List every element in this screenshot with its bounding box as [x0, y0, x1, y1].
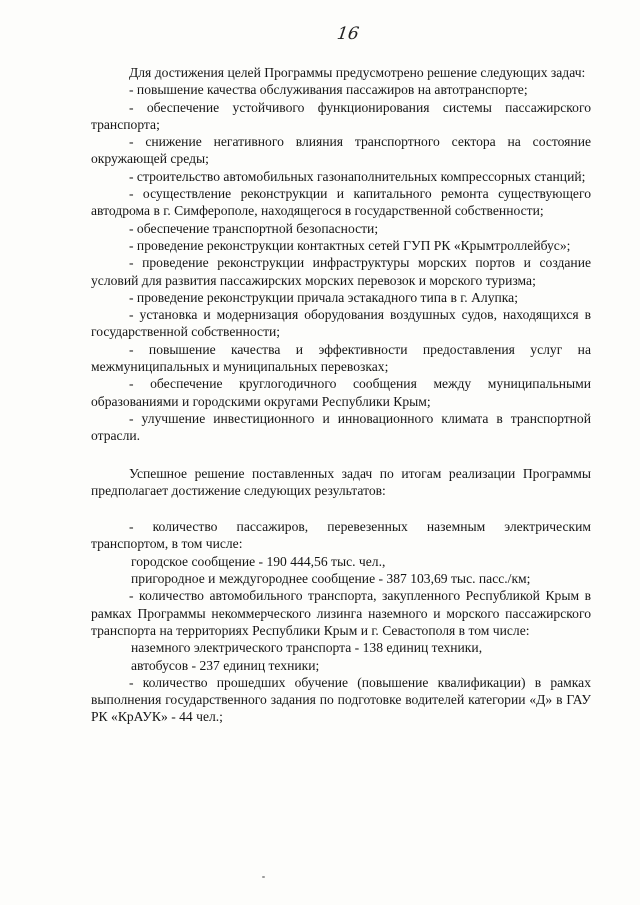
document-body: [91, 64, 591, 726]
task-item: - обеспечение устойчивого функционирования системы пассажирского транспорта;: [91, 99, 591, 132]
task-item: - улучшение инвестиционного и инновационного климата в транспортной отрасли.: [91, 410, 591, 444]
result-suburban-transport: пригородное и междугороднее сообщение - 387 103,69 тыс. пасс./км;: [131, 571, 531, 587]
result-electric-vehicles: наземного электрического транспорта - 138 единиц техники,: [131, 640, 483, 656]
result-vehicles: - количество автомобильного транспорта, закупленного Республикой Крым в рамках Программы некоммерческого лизинга наземного и морского пассажирского транспорта на территориях Республики Крым и г. Севастополя в том числе:: [91, 588, 591, 638]
result-city-transport: городское сообщение - 190 444,56 тыс. чел.,: [131, 553, 386, 569]
task-item: - проведение реконструкции контактных сетей ГУП РК «Крымтроллейбус»;: [129, 237, 571, 253]
tasks-list: [91, 81, 591, 444]
scan-speck: [262, 876, 265, 878]
task-item: - строительство автомобильных газонаполнительных компрессорных станций;: [129, 168, 586, 184]
task-item: - осуществление реконструкции и капитального ремонта существующего автодрома в г. Симферополе, находящегося в государственной собственности;: [91, 186, 591, 219]
task-item: - проведение реконструкции инфраструктуры морских портов и создание условий для развития пассажирских морских перевозок и морского туризма;: [91, 255, 591, 288]
result-buses: автобусов - 237 единиц техники;: [131, 657, 320, 673]
task-item: - повышение качества обслуживания пассажиров на автотранспорте;: [129, 82, 528, 98]
result-driver-training: - количество прошедших обучение (повышение квалификации) в рамках выполнения государственного задания по подготовке водителей категории «Д» в ГАУ РК «КрАУК» - 44 чел.;: [91, 674, 591, 725]
paragraph-gap: [91, 499, 591, 518]
result-passengers: - количество пассажиров, перевезенных наземным электрическим транспортом, в том числе:: [91, 519, 591, 552]
task-item: - проведение реконструкции причала эстакадного типа в г. Алупка;: [129, 289, 518, 305]
tasks-intro-paragraph: Для достижения целей Программы предусмотрено решение следующих задач:: [129, 65, 586, 80]
task-item: - обеспечение круглогодичного сообщения между муниципальными образованиями и городскими округами Республики Крым;: [91, 376, 591, 409]
results-intro-paragraph: Успешное решение поставленных задач по итогам реализации Программы предполагает достижение следующих результатов:: [91, 465, 591, 498]
task-item: - установка и модернизация оборудования воздушных судов, находящихся в государственной собственности;: [91, 307, 591, 340]
page-number: 16: [335, 24, 361, 44]
results-list: [91, 518, 591, 726]
task-item: - снижение негативного влияния транспортного сектора на состояние окружающей среды;: [91, 134, 591, 167]
paragraph-gap: [91, 445, 591, 465]
task-item: - обеспечение транспортной безопасности;: [129, 220, 379, 236]
task-item: - повышение качества и эффективности предоставления услуг на межмуниципальных и муниципальных перевозках;: [91, 341, 591, 375]
